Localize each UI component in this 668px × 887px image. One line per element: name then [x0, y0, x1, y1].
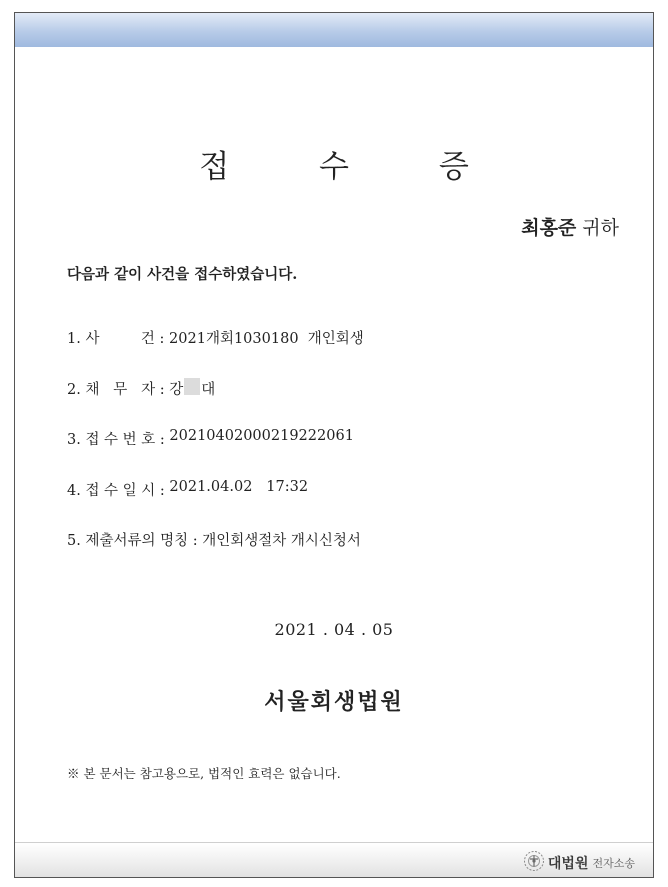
item-debtor — [67, 378, 627, 429]
footer-band — [15, 842, 653, 877]
item-document-name — [67, 529, 627, 580]
item-value: 개인회생절차 개시신청서 — [202, 533, 361, 549]
item-label: 2. 채 무 자 : — [67, 381, 170, 398]
item-label: 4. 접 수 일 시 : — [67, 482, 170, 499]
document-page — [14, 12, 654, 878]
item-label: 3. 접 수 번 호 : — [67, 432, 170, 448]
disclaimer-notice: ※ 본 문서는 참고용으로, 법적인 효력은 없습니다. — [67, 766, 341, 781]
item-receipt-number — [67, 428, 627, 479]
item-value: 2021.04.02 17:32 — [169, 478, 309, 495]
brand-main: 대법원 — [547, 856, 589, 872]
item-case — [67, 327, 627, 378]
header-band — [15, 13, 653, 47]
item-label: 5. 제출서류의 명칭 : — [67, 533, 203, 549]
brand-logo — [523, 850, 635, 876]
intro-text: 다음과 같이 사건을 접수하였습니다. — [67, 266, 298, 283]
item-value: 2021개회1030180 개인회생 — [169, 331, 364, 347]
recipient-suffix: 귀하 — [582, 217, 619, 239]
item-value-part: 강 — [169, 381, 184, 398]
recipient-name: 최홍준 — [521, 217, 577, 239]
brand-sub: 전자소송 — [592, 857, 635, 870]
redaction-mask — [184, 378, 200, 395]
issue-date: 2021 . 04 . 05 — [274, 620, 394, 639]
court-emblem-icon — [523, 850, 545, 876]
recipient — [521, 213, 619, 240]
receipt-items — [67, 327, 627, 580]
item-label: 1. 사 건 : — [67, 331, 170, 347]
item-value: 20210402000219222061 — [169, 428, 354, 444]
item-value-part: 대 — [201, 381, 216, 398]
document-title: 접 수 증 — [199, 149, 509, 185]
court-name: 서울회생법원 — [264, 689, 404, 715]
item-receipt-datetime — [67, 479, 627, 530]
